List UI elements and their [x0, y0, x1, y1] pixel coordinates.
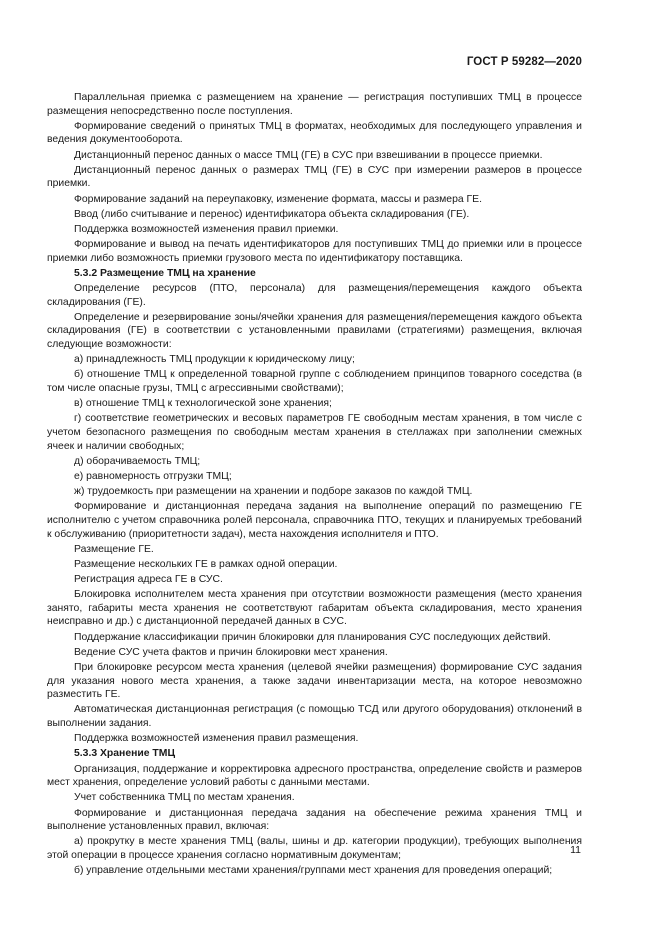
body-paragraph: б) отношение ТМЦ к определенной товарной группе с соблюдением принципов товарного соседства (в том числе опасные грузы, ТМЦ с агрессивными свойствами); [47, 369, 582, 394]
body-paragraph: Определение и резервирование зоны/ячейки хранения для размещения/перемещения каждого объекта складирования (ГЕ) в соответствии с установленными правилами (стратегиями) размещения, включая следующие возможности: [47, 311, 582, 351]
body-paragraph: Блокировка исполнителем места хранения при отсутствии возможности размещения (место хранения занято, габариты места хранения не соответствуют габаритам объекта складирования, место хранения неисправно и др.) с дистанционной передачей данных в СУС. [47, 589, 582, 628]
body-paragraph: г) соответствие геометрических и весовых параметров ГЕ свободным местам хранения, в том числе с учетом безопасного размещения по свободным местам хранения в стеллажах при заполнении смежных ячеек и наличии свободных; [47, 413, 582, 452]
body-paragraph: Регистрация адреса ГЕ в СУС. [74, 574, 223, 586]
document-header: ГОСТ Р 59282—2020 [466, 56, 582, 68]
body-paragraph: а) принадлежность ТМЦ продукции к юридическому лицу; [74, 354, 355, 366]
body-paragraph: Формирование и дистанционная передача задания на выполнение операций по размещению ГЕ исполнителю с учетом справочника ролей персонала, справочника ПТО, текущих и планируемых требований к обслуживанию (приоритетности задач), места нахождения исполнителя и ПТО. [47, 501, 582, 540]
body-paragraph: Ввод (либо считывание и перенос) идентификатора объекта складирования (ГЕ). [74, 208, 470, 220]
body-paragraph: б) управление отдельными местами хранения/группами мест хранения для проведения операций; [74, 865, 553, 877]
body-paragraph: При блокировке ресурсом места хранения (целевой ячейки размещения) формирование СУС задания для указания нового места хранения, а также задачи инвентаризации места, на которое невозможно разместить ГЕ. [47, 662, 582, 701]
body-paragraph: Определение ресурсов (ПТО, персонала) для размещения/перемещения каждого объекта складирования (ГЕ). [47, 283, 582, 308]
body-paragraph: Параллельная приемка с размещением на хранение — регистрация поступивших ТМЦ в процессе размещения непосредственно после поступления. [47, 92, 582, 117]
body-paragraph: Учет собственника ТМЦ по местам хранения. [74, 792, 295, 804]
body-paragraph: Поддержка возможностей изменения правил размещения. [74, 733, 359, 745]
body-paragraph: Организация, поддержание и корректировка адресного пространства, определение свойств и размеров мест хранения, определение условий работы с данными местами. [47, 763, 582, 789]
page-number: 11 [570, 844, 581, 856]
body-paragraph: Формирование и вывод на печать идентификаторов для поступивших ТМЦ до приемки или в процессе приемки либо возможность приемки грузового места по идентификатору поставщика. [47, 239, 582, 264]
body-paragraph: Формирование и дистанционная передача задания на обеспечение режима хранения ТМЦ и выполнение установленных правил, включая: [47, 807, 582, 833]
body-paragraph: Дистанционный перенос данных о массе ТМЦ (ГЕ) в СУС при взвешивании в процессе приемки. [74, 149, 543, 161]
section-heading: 5.3.2 Размещение ТМЦ на хранение [74, 267, 256, 279]
body-paragraph: Дистанционный перенос данных о размерах ТМЦ (ГЕ) в СУС при измерении размеров в процессе приемки. [47, 164, 582, 190]
body-paragraph: а) прокрутку в месте хранения ТМЦ (валы, шины и др. категории продукции), требующих выполнения этой операции в процессе хранения согласно нормативным документам; [47, 836, 582, 861]
body-paragraph: Размещение нескольких ГЕ в рамках одной операции. [74, 558, 338, 570]
body-paragraph: Размещение ГЕ. [74, 543, 154, 555]
body-paragraph: Формирование сведений о принятых ТМЦ в форматах, необходимых для последующего управления и ведения документооборота. [47, 120, 582, 146]
body-paragraph: Поддержание классификации причин блокировки для планирования СУС последующих действий. [74, 631, 551, 643]
body-paragraph: в) отношение ТМЦ к технологической зоне хранения; [74, 398, 332, 410]
body-paragraph: Формирование заданий на переупаковку, изменение формата, массы и размера ГЕ. [74, 193, 482, 205]
section-heading: 5.3.3 Хранение ТМЦ [74, 748, 176, 760]
body-paragraph: ж) трудоемкость при размещении на хранении и подборе заказов по каждой ТМЦ. [74, 486, 473, 498]
body-paragraph: е) равномерность отгрузки ТМЦ; [74, 470, 232, 482]
body-paragraph: д) оборачиваемость ТМЦ; [74, 455, 201, 467]
body-paragraph: Ведение СУС учета фактов и причин блокировки мест хранения. [74, 646, 388, 658]
document-body [47, 91, 582, 879]
body-paragraph: Автоматическая дистанционная регистрация (с помощью ТСД или другого оборудования) отклонений в выполнении задания. [47, 704, 582, 729]
body-paragraph: Поддержка возможностей изменения правил приемки. [74, 223, 339, 235]
